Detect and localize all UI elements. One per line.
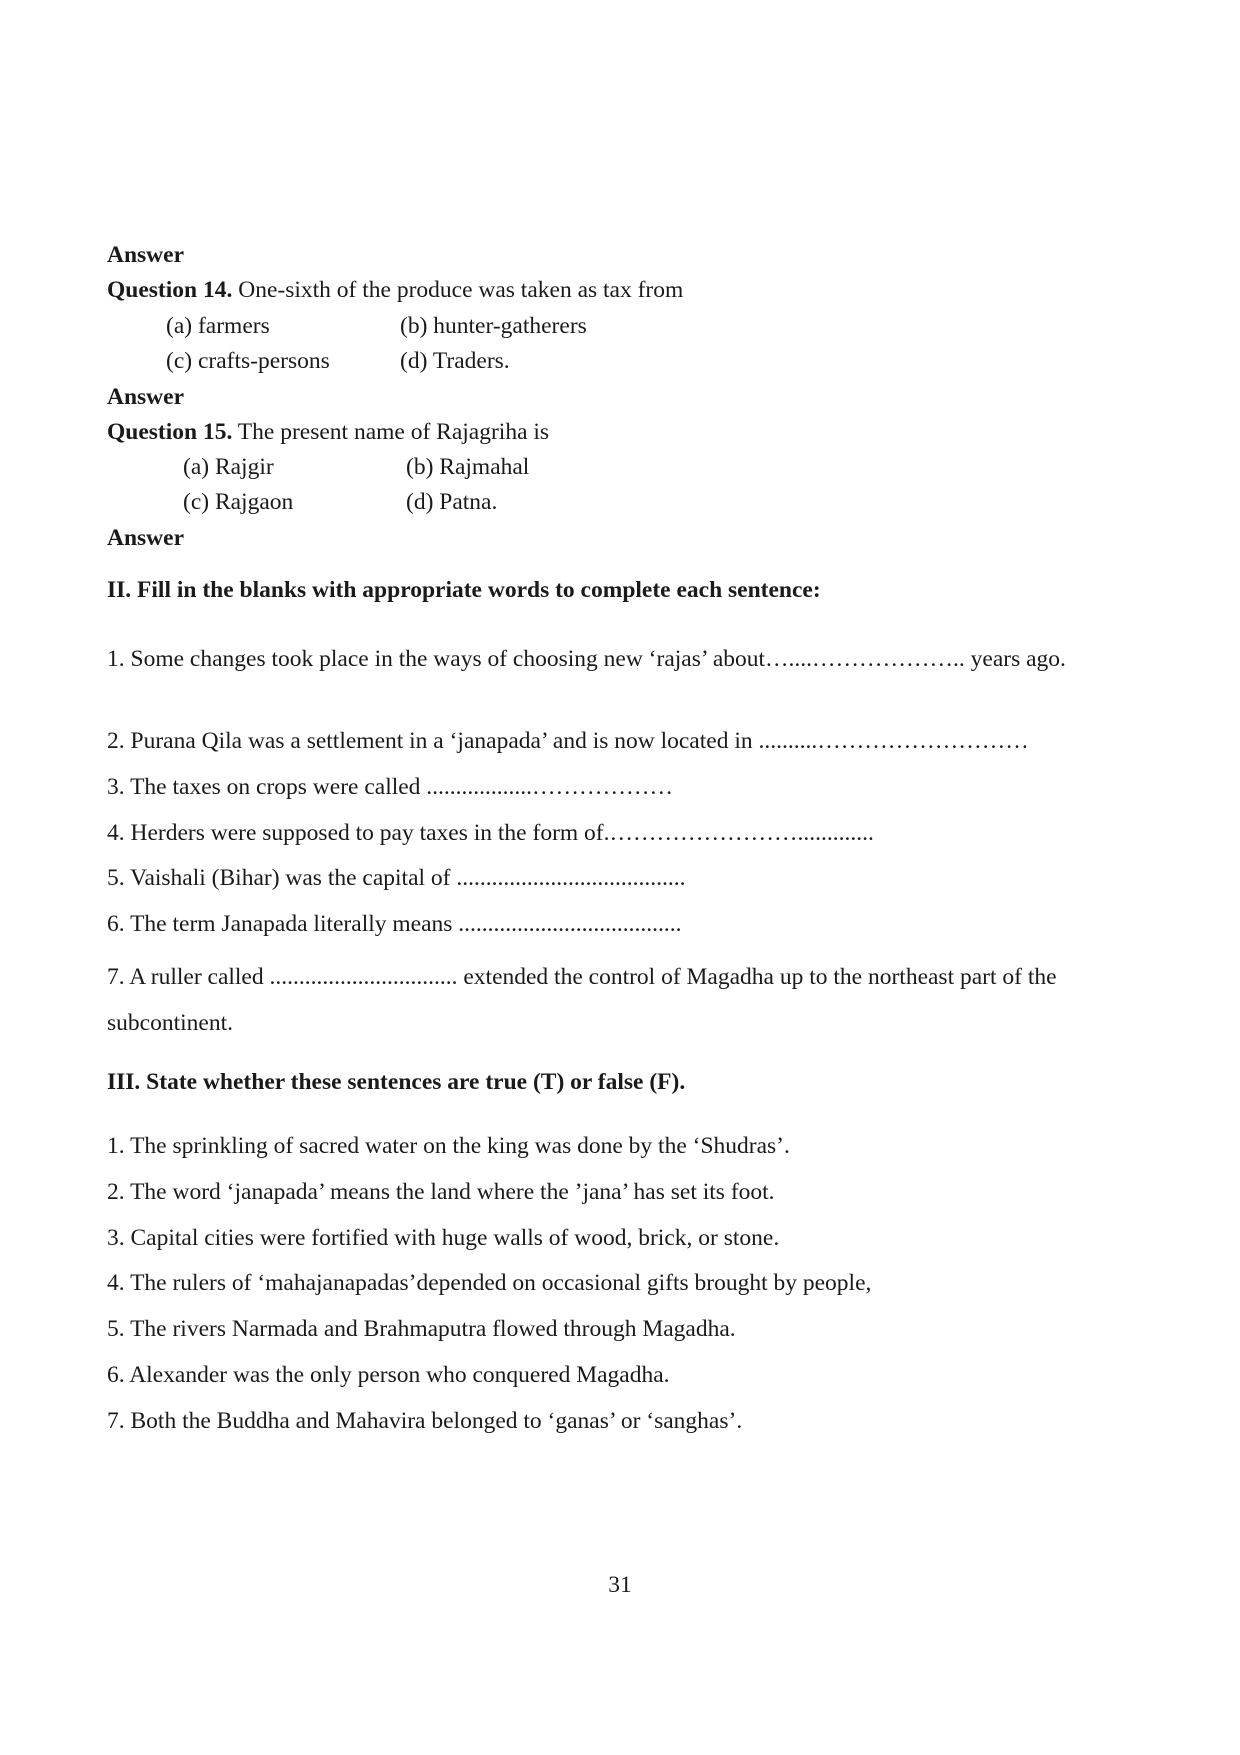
q15-option-d: (d) Patna. — [406, 489, 498, 515]
section-3-heading: III. State whether these sentences are true (T) or false (F). — [107, 1069, 686, 1095]
answer-label: Answer — [107, 242, 185, 268]
question-14 — [107, 277, 1127, 304]
question-15-label: Question 15. — [107, 419, 233, 445]
q14-option-d: (d) Traders. — [400, 348, 510, 374]
q14-answer-label: Answer — [107, 384, 185, 410]
fill-blank-item-7: 7. A ruller called ................................ extended the control of Magadha up to the northeast part of the subcontinent. — [107, 964, 1057, 1036]
section-2-heading: II. Fill in the blanks with appropriate words to complete each sentence: — [107, 577, 821, 603]
true-false-item-3: 3. Capital cities were fortified with huge walls of wood, brick, or stone. — [107, 1225, 780, 1251]
true-false-item-7: 7. Both the Buddha and Mahavira belonged to ‘ganas’ or ‘sanghas’. — [107, 1408, 743, 1434]
q15-option-a: (a) Rajgir — [183, 454, 274, 480]
fill-blank-item-3: 3. The taxes on crops were called ..................……………… — [107, 774, 674, 800]
true-false-item-4: 4. The rulers of ‘mahajanapadas’depended on occasional gifts brought by people, — [107, 1270, 872, 1296]
fill-blank-item-5: 5. Vaishali (Bihar) was the capital of ....................................... — [107, 865, 686, 891]
q15-option-c: (c) Rajgaon — [183, 489, 294, 515]
q15-option-b: (b) Rajmahal — [406, 454, 530, 480]
page-number: 31 — [608, 1572, 632, 1598]
fill-blank-item-2: 2. Purana Qila was a settlement in a ‘janapada’ and is now located in ..........……………………… — [107, 728, 1029, 754]
true-false-item-1: 1. The sprinkling of sacred water on the king was done by the ‘Shudras’. — [107, 1133, 790, 1159]
q15-answer-label: Answer — [107, 525, 185, 551]
question-15-text: The present name of Rajagriha is — [232, 419, 550, 445]
true-false-item-2: 2. The word ‘janapada’ means the land where the ’jana’ has set its foot. — [107, 1179, 775, 1205]
true-false-item-5: 5. The rivers Narmada and Brahmaputra flowed through Magadha. — [107, 1316, 736, 1342]
q14-option-b: (b) hunter-gatherers — [400, 313, 587, 339]
q14-option-a: (a) farmers — [166, 313, 270, 339]
fill-blank-item-4: 4. Herders were supposed to pay taxes in the form of.……………………............. — [107, 820, 874, 846]
question-14-label: Question 14. — [107, 277, 233, 303]
question-14-text: One-sixth of the produce was taken as tax from — [232, 277, 684, 303]
question-15 — [107, 419, 1127, 446]
true-false-item-6: 6. Alexander was the only person who conquered Magadha. — [107, 1362, 670, 1388]
fill-blank-item-6: 6. The term Janapada literally means ...................................... — [107, 911, 682, 937]
fill-blank-item-1: 1. Some changes took place in the ways of choosing new ‘rajas’ about…....……………….. years ago. — [107, 646, 1066, 672]
q14-option-c: (c) crafts-persons — [166, 348, 330, 374]
